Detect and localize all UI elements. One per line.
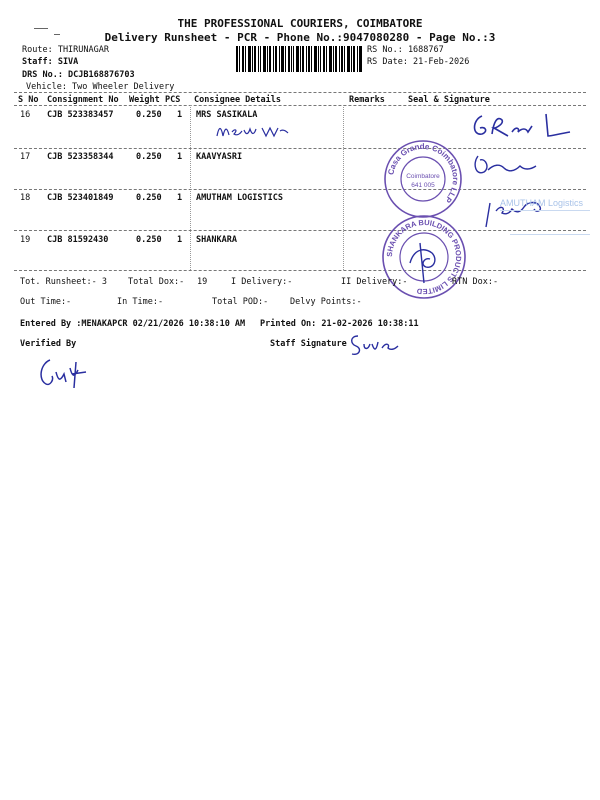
verified-by: Verified By (20, 339, 77, 349)
col-separator (343, 105, 344, 270)
col-seal-signature: Seal & Signature (408, 95, 490, 105)
table-bottom-rule (14, 270, 586, 271)
scan-mark (34, 28, 48, 29)
rs-date: RS Date: 21-Feb-2026 (367, 57, 470, 67)
col-consignee: Consignee Details (194, 95, 281, 105)
runsheet-subtitle: Delivery Runsheet - PCR - Phone No.:9047080280 - Page No.:3 (104, 31, 496, 44)
printed-on: Printed On: 21-02-2026 10:38:11 (260, 319, 419, 329)
table-row-consignee: MRS SASIKALA (196, 110, 258, 120)
col-remarks: Remarks (349, 95, 385, 105)
handwritten-note (214, 118, 290, 142)
row-rule (14, 189, 586, 190)
i-delivery: I Delivery:- (231, 277, 293, 287)
table-row-weight: 0.250 (136, 152, 162, 162)
company-name: THE PROFESSIONAL COURIERS, COIMBATORE (177, 17, 423, 30)
signature-row17 (470, 152, 540, 182)
table-row-consignment: CJB 523383457 (47, 110, 114, 120)
stamp2-ring-text: SHANKARA BUILDING PRODUCTS LIMITED (384, 217, 464, 297)
ii-delivery: II Delivery:- (341, 277, 408, 287)
table-row-pcs: 1 (177, 152, 183, 162)
faded-stamp-line (500, 210, 590, 213)
total-dox-value: 19 (197, 277, 208, 287)
table-row-weight: 0.250 (136, 235, 162, 245)
vehicle-label: Vehicle: Two Wheeler Delivery (26, 82, 175, 92)
table-row-pcs: 1 (177, 193, 183, 203)
casa-grande-stamp (382, 138, 464, 220)
entered-by: Entered By :MENAKAPCR 02/21/2026 10:38:10 AM (20, 319, 246, 329)
stamp1-city: Coimbatore (406, 173, 440, 180)
total-pod: Total POD:- (212, 297, 269, 307)
route-label: Route: THIRUNAGAR (22, 45, 109, 55)
col-consignment: Consignment No (47, 95, 119, 105)
table-row-pcs: 1 (177, 110, 183, 120)
col-weight: Weight (129, 95, 160, 105)
table-row-sno: 18 (20, 193, 31, 203)
shankara-stamp (380, 213, 468, 301)
delvy-points: Delvy Points:- (290, 297, 362, 307)
table-row-sno: 17 (20, 152, 31, 162)
table-row-consignment: CJB 523358344 (47, 152, 114, 162)
table-header-rule (14, 105, 586, 106)
rs-number: RS No.: 1688767 (367, 45, 444, 55)
stamp1-ring-text: Casa Grande Coimbatore LLP (386, 141, 461, 205)
rtn-dox: RTN Dox:- (452, 277, 499, 287)
out-time: Out Time:- (20, 297, 72, 307)
tot-runsheet: Tot. Runsheet:- 3 (20, 277, 107, 287)
col-sno: S No (18, 95, 39, 105)
table-row-weight: 0.250 (136, 193, 162, 203)
staff-signature (346, 332, 402, 358)
stamp1-pin: 641 005 (411, 182, 435, 189)
table-row-consignee: KAAVYASRI (196, 152, 243, 162)
row-rule (14, 148, 586, 149)
faded-stamp-text: AMUTHAM Logistics (500, 198, 584, 208)
faded-stamp-line (510, 234, 590, 245)
scan-mark (54, 34, 60, 35)
verified-signature (36, 354, 98, 390)
table-top-rule (14, 92, 586, 93)
table-row-consignee: SHANKARA (196, 235, 237, 245)
table-row-consignee: AMUTHAM LOGISTICS (196, 193, 283, 203)
barcode (236, 46, 362, 72)
staff-signature-label: Staff Signature (270, 339, 347, 349)
table-row-weight: 0.250 (136, 110, 162, 120)
col-separator (190, 105, 191, 270)
in-time: In Time:- (117, 297, 164, 307)
table-row-sno: 19 (20, 235, 31, 245)
table-row-consignment: CJB 523401849 (47, 193, 114, 203)
drs-number: DRS No.: DCJB168876703 (22, 70, 135, 80)
col-pcs: PCS (165, 95, 181, 105)
table-row-sno: 16 (20, 110, 31, 120)
table-row-consignment: CJB 81592430 (47, 235, 109, 245)
table-row-pcs: 1 (177, 235, 183, 245)
total-dox-label: Total Dox:- (128, 277, 185, 287)
staff-label: Staff: SIVA (22, 57, 79, 67)
signature-row16 (468, 110, 578, 144)
